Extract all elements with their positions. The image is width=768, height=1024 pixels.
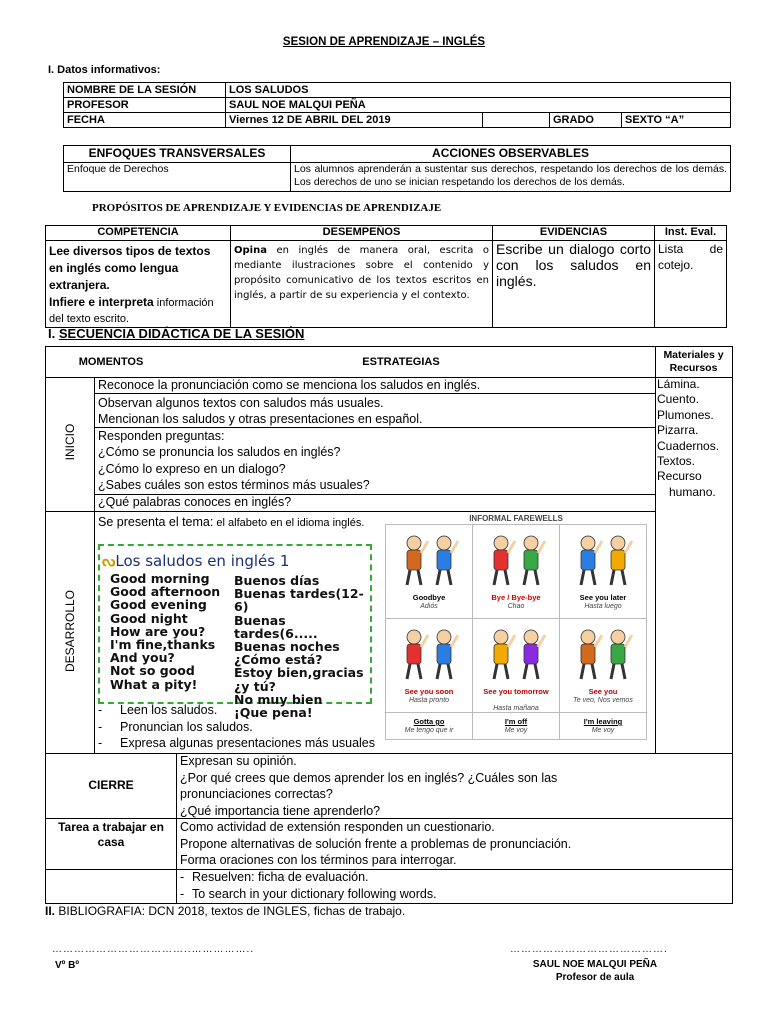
farewell-es: Hasta pronto (408, 697, 450, 704)
greeting-es: Buenos días (234, 573, 320, 588)
inicio-line: ¿Sabes cuáles son estos términos más usuales? (98, 478, 370, 492)
material-item: Plumones. (657, 407, 714, 422)
greeting-es: Buenas tardes(6..... (234, 612, 318, 641)
grado-label: GRADO (550, 113, 622, 128)
desempenos-header: DESEMPEÑOS (231, 226, 493, 241)
cartoon-figure-icon (473, 529, 559, 591)
cartoon-figure-icon (560, 529, 646, 591)
farewell-bottom-card (472, 712, 560, 740)
tarea-line: Forma oraciones con los términos para interrogar. (180, 853, 457, 867)
list-item: - Leen los saludos. (98, 703, 218, 717)
datos-table (63, 82, 731, 128)
greeting-en: Not so good (110, 663, 195, 679)
farewell-en: See you tomorrow (483, 687, 549, 696)
bibliografia-text: BIBLIOGRAFIA: DCN 2018, textos de INGLES, fichas de trabajo. (58, 904, 406, 918)
inicio-line: Reconoce la pronunciación como se menciona los saludos en inglés. (98, 378, 481, 392)
greeting-es: Buenas noches (234, 639, 340, 655)
enfoques-header: ENFOQUES TRANSVERSALES (64, 146, 291, 163)
farewell-es: Me voy (504, 727, 528, 734)
farewell-card (472, 524, 560, 619)
enfoques-table (63, 145, 731, 192)
cierre-line: Expresan su opinión. (180, 754, 297, 768)
farewell-en: See you (588, 687, 618, 696)
inicio-line: ¿Cómo se pronuncia los saludos en inglés? (98, 445, 341, 459)
greeting-en: Good evening (110, 597, 207, 613)
material-item: Textos. (657, 454, 696, 469)
farewell-bottom-card (385, 712, 473, 740)
secuencia-heading (48, 326, 304, 341)
materiales-header: Materiales y Recursos (663, 349, 724, 374)
secuencia-title: SECUENCIA DIDÁCTICA DE LA SESIÓN (58, 326, 305, 341)
material-item: Cuento. (657, 392, 700, 407)
inicio-line: Mencionan los saludos y otras presentaciones en español. (98, 412, 423, 426)
inicio-line: ¿Cómo lo expreso en un dialogo? (98, 461, 286, 476)
cartoon-figure-icon (560, 623, 646, 685)
firma-left-line: ………………………………..…………….. (52, 944, 255, 955)
item-text: Expresa algunas presentaciones más usuales (120, 736, 376, 750)
greeting-es: No muy bien (234, 691, 323, 707)
datos-heading: I. Datos informativos: (48, 64, 161, 76)
tarea-line: Propone alternativas de solución frente a problemas de pronunciación. (180, 836, 572, 851)
momentos-header: MOMENTOS (78, 356, 144, 368)
datos-label: NOMBRE DE LA SESIÓN (64, 83, 226, 98)
competencia-table (45, 225, 727, 328)
greeting-en: And you? (110, 650, 175, 666)
cartoon-figure-icon (386, 529, 472, 591)
cartoon-figure-icon (386, 623, 472, 685)
firma-right-role: Profesor de aula (555, 972, 635, 983)
datos-label: PROFESOR (64, 98, 226, 113)
inicio-content (98, 377, 653, 510)
farewell-es: Adiós (420, 603, 438, 610)
datos-value: LOS SALUDOS (226, 83, 731, 98)
tarea-label: Tarea a trabajar en casa (58, 820, 164, 849)
inst-eval-header: Inst. Eval. (655, 226, 727, 241)
greeting-en: What a pity! (110, 676, 198, 692)
list-item: - To search in your dictionary following words. (180, 886, 437, 901)
farewell-card (472, 618, 560, 713)
material-item: Pizarra. (657, 423, 699, 438)
greeting-es: ¿Cómo está? (234, 652, 323, 668)
fecha-value: Viernes 12 DE ABRIL DEL 2019 (226, 113, 483, 128)
secuencia-num: I. (48, 326, 56, 341)
firma-right (500, 958, 690, 984)
farewell-card (559, 618, 647, 713)
saludos-title: Los saludos en inglés 1 (115, 552, 290, 570)
inicio-line: Observan algunos textos con saludos más usuales. (98, 395, 384, 410)
datos-value: SAUL NOE MALQUI PEÑA (226, 98, 731, 113)
farewell-card (559, 524, 647, 619)
material-item: Lámina. (657, 377, 700, 391)
tarea-content (180, 819, 720, 869)
farewell-card (385, 618, 473, 713)
capacidad-rest: información del texto escrito. (49, 297, 214, 325)
greeting-es: ¡Que pena! (234, 705, 313, 721)
cierre-content (180, 753, 650, 819)
estrategias-header: ESTRATEGIAS (362, 356, 440, 368)
farewell-es: Chao (507, 603, 525, 610)
greeting-en: Good morning (110, 571, 210, 586)
greeting-es: Buenas tardes(12-6) (234, 586, 364, 615)
item-text: Leen los saludos. (120, 703, 218, 717)
item-text: Pronuncian los saludos. (120, 719, 253, 734)
greeting-en: I'm fine,thanks (110, 637, 216, 653)
farewell-en: I'm off (504, 717, 528, 726)
cierre-line: ¿Por qué crees que demos aprender los en inglés? ¿Cuáles son las pronunciaciones correctas? (180, 770, 558, 801)
list-item: - Pronuncian los saludos. (98, 719, 253, 734)
list-item: - Resuelven: ficha de evaluación. (180, 870, 369, 884)
desarrollo-intro (98, 515, 364, 529)
tarea-line: Como actividad de extensión responden un cuestionario. (180, 820, 495, 834)
item-text: To search in your dictionary following words. (192, 886, 437, 901)
greeting-en: How are you? (110, 623, 206, 639)
desempenos-cell (231, 241, 493, 328)
acciones-header: ACCIONES OBSERVABLES (291, 146, 731, 163)
inicio-line: Responden preguntas: (98, 428, 225, 443)
farewell-bottom-card (559, 712, 647, 740)
intro-text: Se presenta el tema: (98, 515, 214, 529)
desempeno-text: en inglés de manera oral, escrita o mediante ilustraciones sobre el contenido y propósito comunicativo de los textos escritos en inglés, a partir de su experiencia y el contexto. (234, 245, 489, 301)
greeting-es: ¿y tú? (234, 678, 276, 694)
fecha-label: FECHA (64, 113, 226, 128)
inst-eval-cell: Lista de cotejo. (655, 241, 727, 328)
greeting-en: Good night (110, 610, 188, 626)
firma-right-name: SAUL NOE MALQUI PEÑA (532, 959, 658, 970)
empty-cell (483, 113, 550, 128)
farewell-en: See you later (579, 593, 627, 602)
inicio-line: ¿Qué palabras conoces en inglés? (98, 494, 292, 509)
farewell-en: See you soon (404, 687, 454, 696)
farewell-es: Te veo, Nos vemos (573, 697, 633, 704)
intro-topic: el alfabeto en el idioma inglés. (213, 517, 365, 529)
swirl-icon: ᔓ (102, 553, 116, 570)
farewell-en: I'm leaving (583, 717, 623, 726)
saludos-es-list (234, 574, 370, 719)
capacidad-text: Infiere e interpreta (49, 295, 154, 309)
evidencias-header: EVIDENCIAS (493, 226, 655, 241)
competencia-header: COMPETENCIA (46, 226, 231, 241)
cierre-label: CIERRE (88, 778, 134, 792)
evidencias-cell: Escribe un dialogo corto con los saludos en inglés. (493, 241, 655, 328)
bibliografia (45, 904, 405, 918)
saludos-en-list (110, 572, 220, 691)
cierre-line: ¿Qué importancia tiene aprenderlo? (180, 803, 381, 818)
farewell-en: Bye / Bye-bye (491, 593, 541, 602)
enfoque-value: Enfoque de Derechos (64, 163, 291, 192)
competencia-cell (46, 241, 231, 328)
competencia-text: Lee diversos tipos de textos en inglés como lengua extranjera. (49, 244, 211, 292)
inicio-label: INICIO (63, 423, 77, 461)
list-item: - Expresa algunas presentaciones más usuales (98, 736, 376, 750)
material-item: humano. (669, 484, 716, 499)
materiales-list (657, 377, 731, 500)
grado-value: SEXTO “A” (622, 113, 731, 128)
desempeno-verb: Opina (234, 245, 267, 256)
farewells-title: INFORMAL FAREWELLS (469, 514, 563, 523)
cartoon-figure-icon (473, 623, 559, 685)
farewell-es: Hasta mañana (493, 705, 539, 712)
saludos-title-row (102, 552, 289, 570)
farewell-es: Hasta luego (584, 603, 622, 610)
secuencia-table (45, 346, 733, 904)
farewells-figure (385, 513, 647, 745)
firma-right-line: ……………………………………. (510, 944, 668, 955)
bibliografia-num: II. (45, 904, 56, 918)
material-item: Recurso (657, 469, 702, 484)
farewell-es: Me tengo que ir (404, 727, 454, 734)
desarrollo-label: DESARROLLO (63, 589, 77, 673)
final-content (180, 869, 720, 902)
greeting-es: Estoy bien,gracias (234, 665, 364, 681)
item-text: Resuelven: ficha de evaluación. (192, 870, 369, 884)
material-item: Cuadernos. (657, 438, 720, 453)
farewell-es: Me voy (591, 727, 615, 734)
firma-left-label: Vº Bº (55, 960, 79, 971)
acciones-value: Los alumnos aprenderán a sustentar sus derechos, respetando los derechos de los demás. Los derechos de uno se inician respetando los derechos de los demás. (291, 163, 731, 192)
greeting-en: Good afternoon (110, 584, 221, 600)
propositos-title: PROPÓSITOS DE APRENDIZAJE Y EVIDENCIAS DE APRENDIZAJE (92, 202, 442, 214)
farewell-en: Gotta go (413, 717, 445, 726)
desarrollo-items (98, 702, 375, 752)
farewell-card (385, 524, 473, 619)
farewell-en: Goodbye (412, 593, 446, 602)
page-title: SESION DE APRENDIZAJE – INGLÉS (282, 36, 486, 48)
